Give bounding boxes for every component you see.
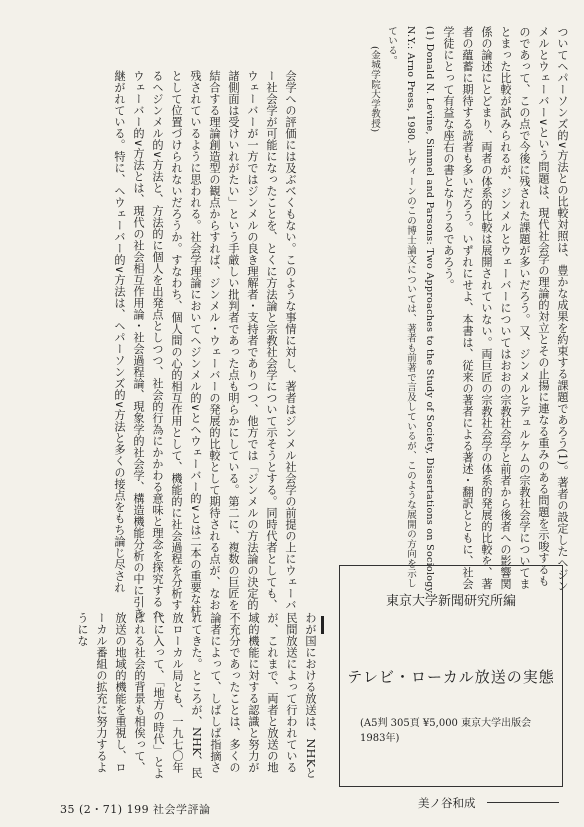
book-title: テレビ・ローカル放送の実態 [347, 668, 555, 686]
page-footer: 35 (2・71) 199 社会学評論 [60, 803, 211, 816]
article-text-left: 会学への評価には及ぶべくもない。このような事情に対し、著者はジンメル社会学の前提の上にウェーバー社会学が可能になったことを、とくに方法論と宗教社会学について示そうとする。同時代者としても、ウェーバーが一方ではジンメルの良き理解者・支持者でありつつ、他方では「ジンメルの方法論の決定的諸側面は受けいれがたい」という手厳しい批判者であった点も明らかにしている。第二に、複数の巨匠を結合する理論創造型の観点からすれば、ジンメル・ウェーバーの発展的比較として期待される点が、なお残されているように思われる。社会学理論においてヘジンメル的∨とヘウェーバー的∨とは二本の重要な柱として位置づけられないだろうか。すなわち、個人間の心的相互作用として、機能的に社会過程を分析するヘジンメル的∨方法と、方法的に個人を出発点としつつ、社会的行為にかかわる意味と理念を探究するヘウェーバー的∨方法とは、現代の社会相互作用論・社会過程論、現象学的社会学、構造機能分析の中に引き継がれている。特に、ヘウェーバー的∨方法は、ヘパーソンズ的∨方法と多くの接点をもち論じ尽され [113, 70, 297, 619]
author-affiliation: (金城学院大学教授) [369, 46, 380, 133]
reviewer-rule [487, 802, 559, 803]
article-column-right [310, 26, 572, 596]
book-publisher: 東京大学新聞研究所編 [385, 594, 516, 609]
review-column [20, 612, 320, 782]
section-dash [321, 616, 324, 634]
book-details: (A5判 305頁 ¥5,000 東京大学出版会 1983年) [360, 718, 532, 744]
review-text: わが国における放送は、NHKと民間放送によって行われているが、これまで、両者と放送の地域的機能に対する認識と努力が不充分であったことは、多くの論者によって、しばしば指摘されてきた。ところが、NHK、民放ローカル局とも、一九七〇年代に入って、「地方の時代」とよばれる社会的背景も相俟って、放送の地域的機能を重視し、ローカル番組の拡充に努力するようにな [76, 612, 317, 779]
book-review-box [339, 565, 563, 787]
footnote: (1) Donald N. Levine, Simmel and Parsons: Two Approaches to the Study of Society, Dissertations on Sociology, N.Y.: Arno Press, 1980. レヴィーンのこの博士論文については、著者も前著で言及しているが、このような展開の方向を示している。 [386, 26, 435, 596]
reviewer-name: 美ノ谷和成 [418, 796, 476, 810]
article-column-left [40, 70, 300, 620]
article-text-right: ついてヘパーソンズ的∨方法との比較対照は、豊かな成果を約束する課題であろう(1)。著者の設定したヘジンメルとウェーバー∨という問題は、現代社会学の理論的対立とその止揚に連なる重みのある問題を示唆するものであって、この点で今後に残された課題が多いだろう。又、ジンメルとデュルケムの宗教社会学についてまとまった比較が試みられるが、ジンメルとウェーバーについてはおおの宗教社会学と前者から後者への影響関係の論述にとどまり、両者の体系的比較は展開されていない。両巨匠の宗教社会学の体系的発展的比較を、著者の蘊蓄に期待する読者も多いだろう。いずれにせよ、本書は、従来の著者による著述・翻訳とともに、社会学徒にとって有益な座右の書となりうるであろう。 [442, 26, 569, 592]
